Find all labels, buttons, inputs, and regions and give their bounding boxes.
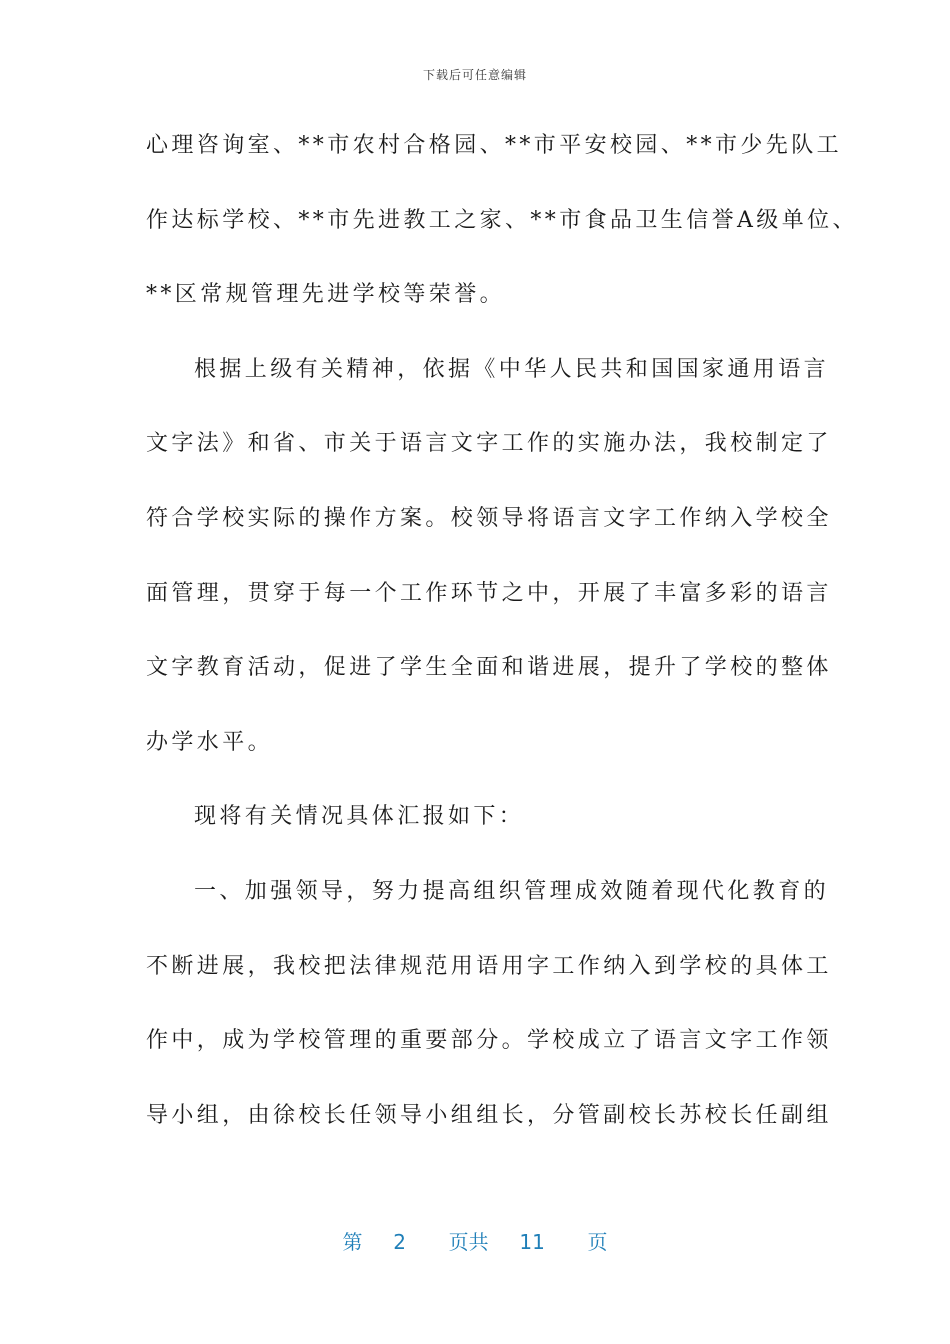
text-line: 作达标学校、**市先进教工之家、**市食品卫生信誉A级单位、 (146, 207, 858, 233)
text-line: 心理咨询室、**市农村合格园、**市平安校园、**市少先队工 (146, 133, 843, 158)
paragraph-start-line: 根据上级有关精神，依据《中华人民共和国国家通用语言 (194, 356, 830, 382)
total-pages-number: 11 (519, 1230, 545, 1254)
text-line: **区常规管理先进学校等荣誉。 (146, 282, 506, 308)
footer-middle: 页共 (448, 1230, 489, 1254)
text-line: 不断进展，我校把法律规范用语用字工作纳入到学校的具体工 (146, 953, 832, 979)
text-line: 面管理，贯穿于每一个工作环节之中，开展了丰富多彩的语言 (146, 580, 832, 606)
page-header: 下载后可任意编辑 (422, 68, 527, 82)
paragraph-start-line: 现将有关情况具体汇报如下： (194, 804, 525, 830)
footer-suffix: 页 (587, 1230, 608, 1254)
footer-prefix: 第 (342, 1230, 363, 1254)
current-page-number: 2 (393, 1230, 406, 1254)
text-line: 符合学校实际的操作方案。校领导将语言文字工作纳入学校全 (146, 505, 832, 531)
text-line: 办学水平。 (146, 729, 274, 755)
page-footer (0, 1226, 950, 1255)
paragraph-start-line: 一、加强领导，努力提高组织管理成效随着现代化教育的 (194, 878, 830, 904)
document-body (146, 126, 858, 1170)
text-line: 文字法》和省、市关于语言文字工作的实施办法，我校制定了 (146, 431, 832, 457)
text-line: 文字教育活动，促进了学生全面和谐进展，提升了学校的整体 (146, 655, 832, 681)
text-line: 导小组，由徐校长任领导小组组长，分管副校长苏校长任副组 (146, 1102, 832, 1128)
text-line: 作中，成为学校管理的重要部分。学校成立了语言文字工作领 (146, 1028, 832, 1054)
